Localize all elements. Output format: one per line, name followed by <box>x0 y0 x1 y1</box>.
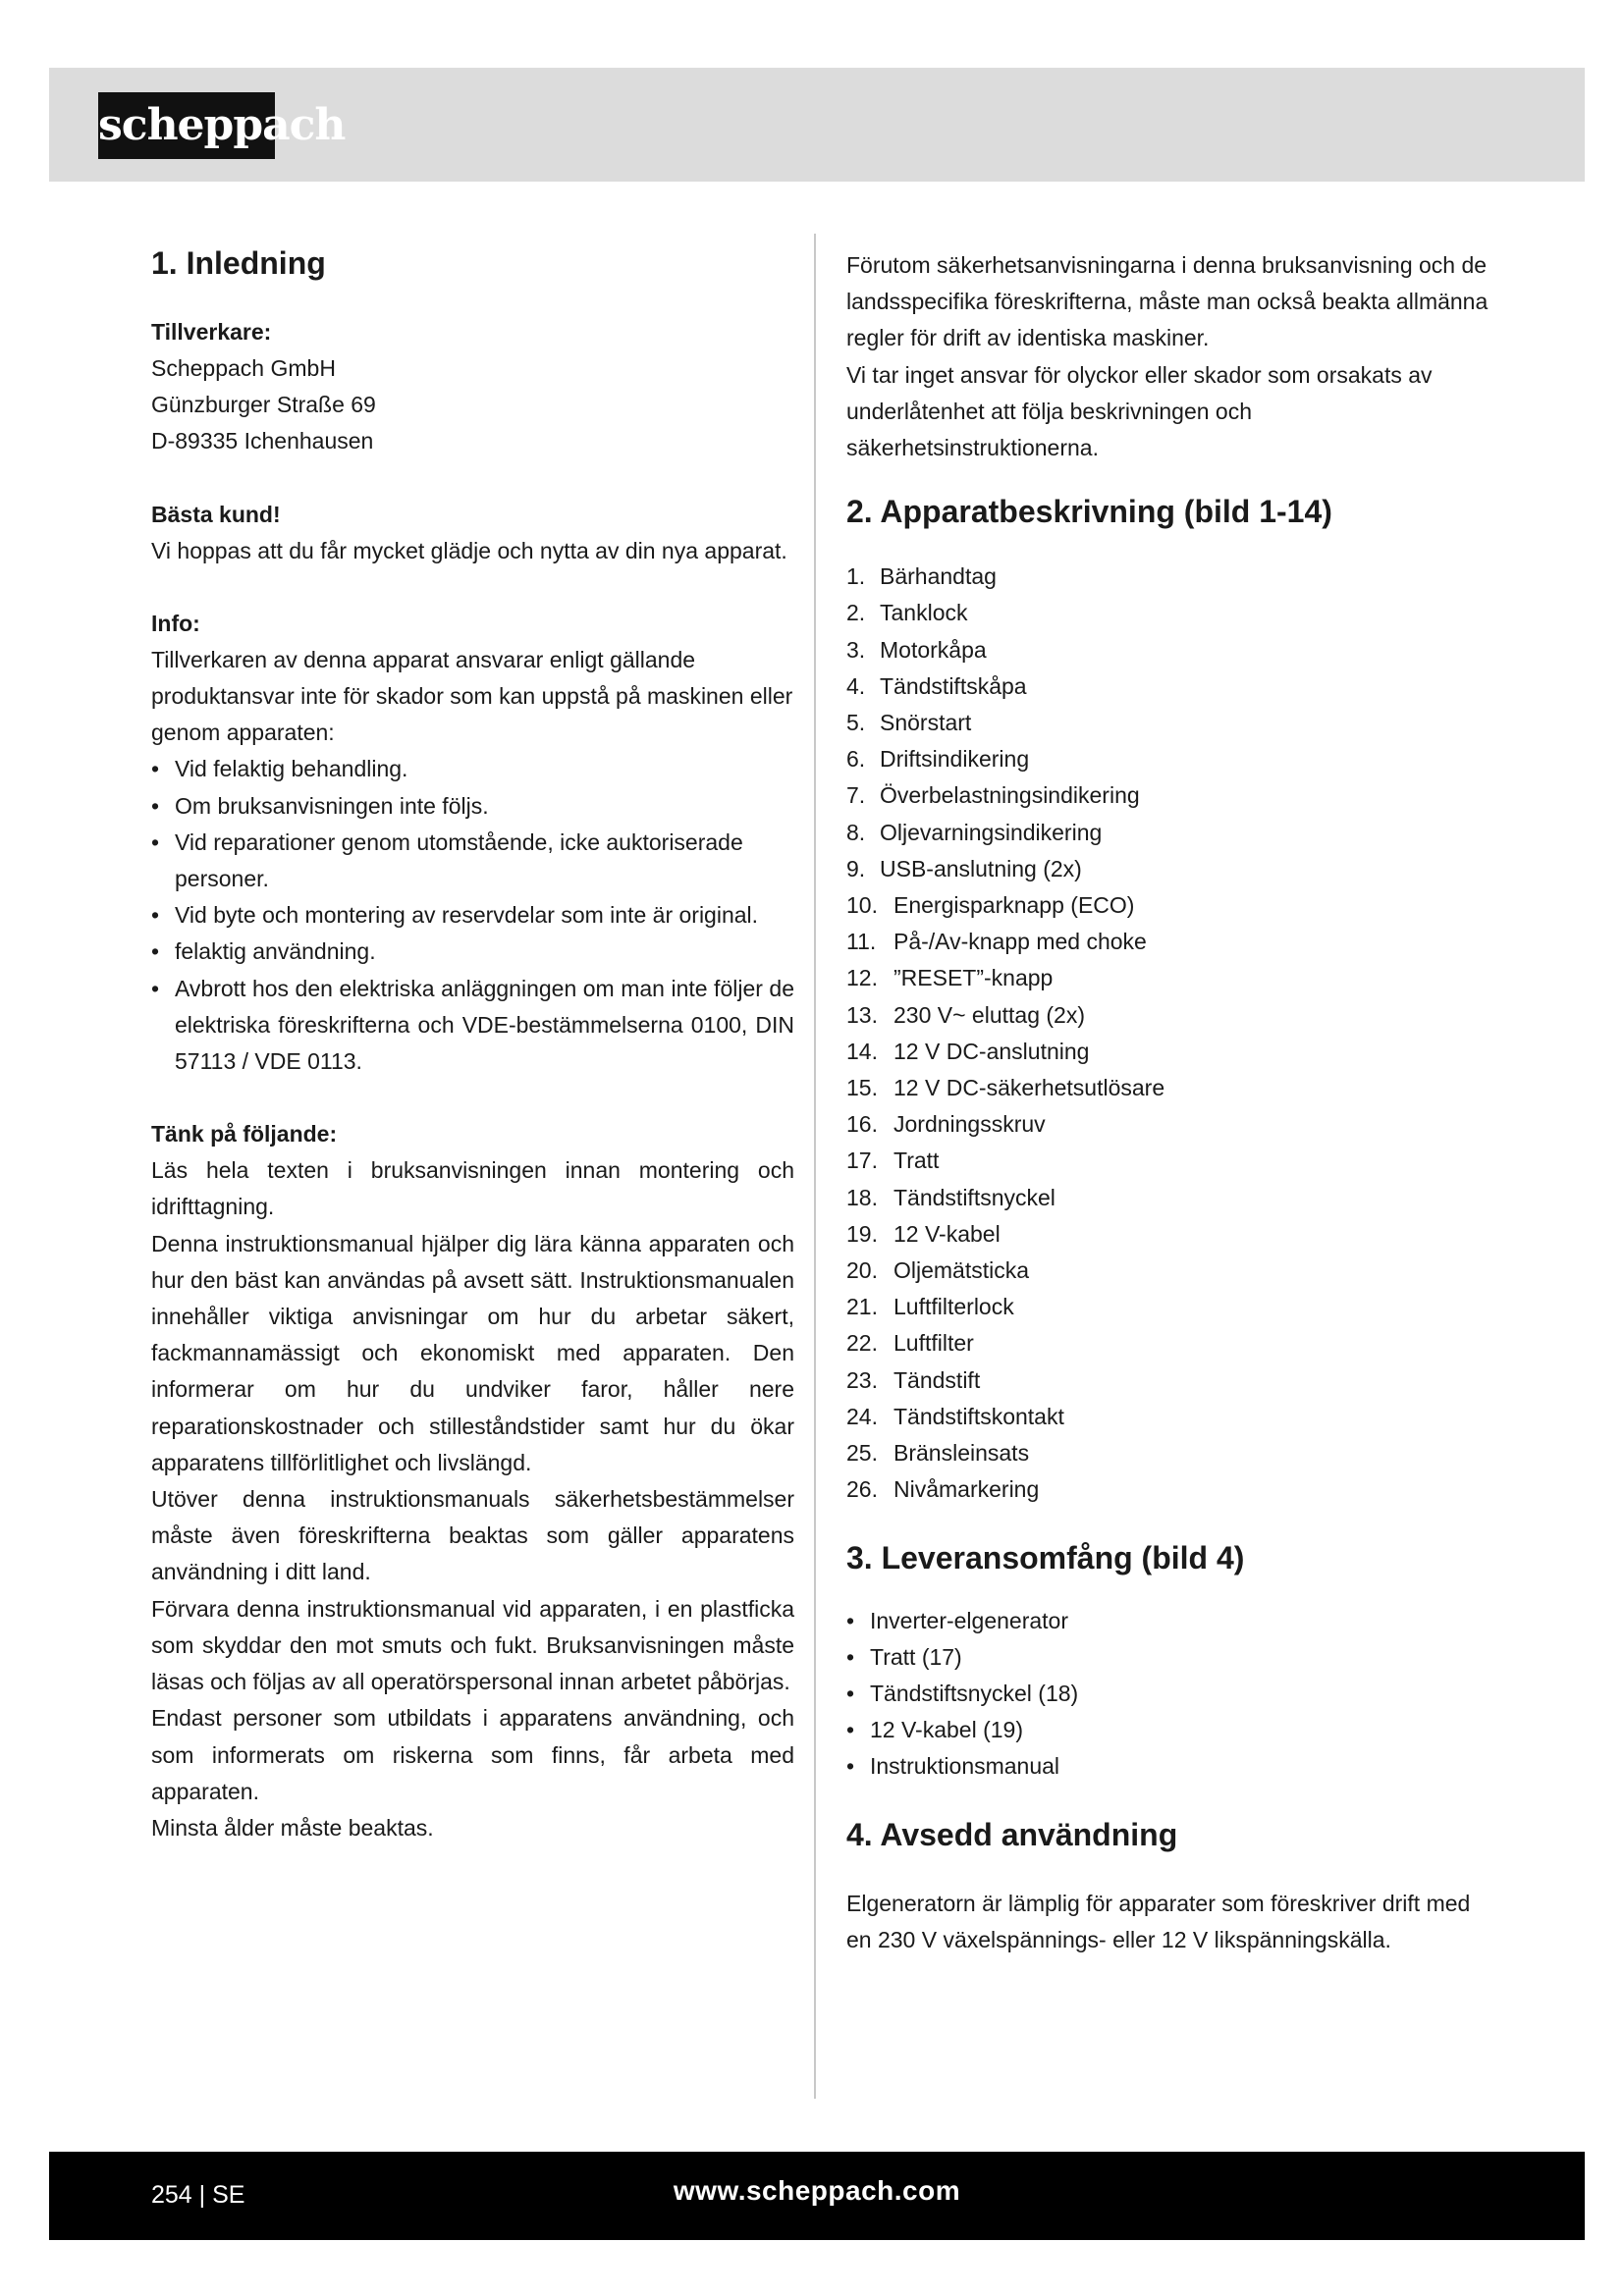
list-item: 14. 12 V DC-anslutning <box>846 1038 1090 1064</box>
info-bullet-list <box>151 751 794 1080</box>
brand-logo: scheppach <box>98 92 275 159</box>
list-item: • 12 V-kabel (19) <box>846 1712 1489 1748</box>
list-item: 18. Tändstiftsnyckel <box>846 1184 1056 1210</box>
note-paragraph: Läs hela texten i bruksanvisningen innan montering och idrifttagning. <box>151 1157 794 1220</box>
info-text: Tillverkaren av denna apparat ansvarar enligt gällande produktansvar inte för skador som kan uppstå på maskinen eller genom apparaten: <box>151 646 793 746</box>
note-paragraph: Endast personer som utbildats i apparatens användning, och som informerats om riskerna som finns, får arbeta med apparaten. <box>151 1705 794 1804</box>
list-item: 10. Energisparknapp (ECO) <box>846 892 1135 919</box>
right-column <box>846 247 1489 1958</box>
note-paragraph: Minsta ålder måste beaktas. <box>151 1814 434 1841</box>
list-item: 21. Luftfilterlock <box>846 1294 1014 1320</box>
list-item: 20. Oljemätsticka <box>846 1257 1030 1284</box>
list-item: • Vid felaktig behandling. <box>151 751 794 787</box>
website-link[interactable]: www.scheppach.com <box>673 2175 961 2206</box>
list-item: 17. Tratt <box>846 1148 940 1174</box>
section-heading-leveransomfang: 3. Leveransomfång (bild 4) <box>846 1539 1245 1575</box>
manufacturer-line: Günzburger Straße 69 <box>151 392 376 418</box>
list-item: 2. Tanklock <box>846 600 968 626</box>
list-item: 8. Oljevarningsindikering <box>846 819 1103 845</box>
list-item: 26. Nivåmarkering <box>846 1476 1040 1503</box>
list-item: 24. Tändstiftskontakt <box>846 1403 1064 1429</box>
note-paragraph: Förvara denna instruktionsmanual vid apparaten, i en plastficka som skyddar den mot smuts och fukt. Bruksanvisningen måste läsas och följas av all operatörspersonal innan arbetet påbörjas. <box>151 1595 794 1695</box>
list-item: • Avbrott hos den elektriska anläggningen om man inte följer de elektriska föreskrifterna och VDE-bestämmelserna 0100, DIN 57113 / VDE 0113. <box>151 971 794 1081</box>
note-paragraph: Utöver denna instruktionsmanuals säkerhetsbestämmelser måste även föreskrifterna beaktas som gäller apparatens användning i ditt land. <box>151 1486 794 1585</box>
dear-customer-label: Bästa kund! <box>151 501 281 527</box>
list-item: 23. Tändstift <box>846 1366 981 1393</box>
dear-customer-text: Vi hoppas att du får mycket glädje och nytta av din nya apparat. <box>151 537 787 563</box>
section-heading-avsedd-anvandning: 4. Avsedd användning <box>846 1816 1178 1852</box>
delivery-list <box>846 1603 1489 1786</box>
list-item: 3. Motorkåpa <box>846 636 987 663</box>
list-item: 11. På-/Av-knapp med choke <box>846 929 1147 955</box>
note-label: Tänk på följande: <box>151 1121 338 1148</box>
list-item: 7. Överbelastningsindikering <box>846 782 1140 809</box>
parts-list <box>846 559 1489 1508</box>
list-item: 22. Luftfilter <box>846 1330 974 1357</box>
list-item: • Tratt (17) <box>846 1639 1489 1676</box>
list-item: 19. 12 V-kabel <box>846 1220 1001 1247</box>
list-item: 12. ”RESET”-knapp <box>846 965 1054 991</box>
list-item: • Instruktionsmanual <box>846 1748 1489 1785</box>
section-heading-inledning: 1. Inledning <box>151 245 326 281</box>
intro-paragraph: Vi tar inget ansvar för olyckor eller skador som orsakats av underlåtenhet att följa beskrivningen och säkerhetsinstruktionerna. <box>846 361 1433 461</box>
list-item: • Vid reparationer genom utomstående, icke auktoriserade personer. <box>151 825 794 897</box>
left-column <box>151 241 794 1846</box>
list-item: 1. Bärhandtag <box>846 563 997 590</box>
list-item: 13. 230 V~ eluttag (2x) <box>846 1001 1085 1028</box>
footer-bar <box>49 2152 1585 2240</box>
section-heading-apparatbeskrivning: 2. Apparatbeskrivning (bild 1-14) <box>846 494 1332 530</box>
page-number: 254 | SE <box>151 2181 245 2209</box>
list-item: 15. 12 V DC-säkerhetsutlösare <box>846 1075 1165 1101</box>
manufacturer-label: Tillverkare: <box>151 319 272 345</box>
list-item: 4. Tändstiftskåpa <box>846 672 1027 699</box>
manufacturer-line: D-89335 Ichenhausen <box>151 428 374 454</box>
list-item: • Vid byte och montering av reservdelar som inte är original. <box>151 897 794 934</box>
list-item: 5. Snörstart <box>846 710 972 736</box>
column-divider <box>814 234 816 2099</box>
info-label: Info: <box>151 610 200 636</box>
intro-paragraph: Förutom säkerhetsanvisningarna i denna bruksanvisning och de landsspecifika föreskrifterna, måste man också beakta allmänna regler för drift av identiska maskiner. <box>846 252 1489 351</box>
list-item: • felaktig användning. <box>151 934 794 970</box>
manufacturer-line: Scheppach GmbH <box>151 355 336 381</box>
list-item: 25. Bränsleinsats <box>846 1440 1030 1467</box>
note-paragraph: Denna instruktionsmanual hjälper dig lära känna apparaten och hur den bäst kan användas på avsett sätt. Instruktionsmanualen innehåller viktiga anvisningar om hur du arbetar säkert, fackmannamässigt och ekonomiskt med apparaten. Den informerar om hur du undviker faror, håller nere reparationskostnader och stilleståndstider samt hur du ökar apparatens tillförlitlighet och livslängd. <box>151 1230 794 1475</box>
list-item: 9. USB-anslutning (2x) <box>846 855 1082 881</box>
usage-text: Elgeneratorn är lämplig för apparater som föreskriver drift med en 230 V växelspännings- eller 12 V likspänningskälla. <box>846 1890 1471 1952</box>
list-item: 6. Driftsindikering <box>846 746 1030 773</box>
list-item: • Inverter-elgenerator <box>846 1603 1489 1639</box>
list-item: • Om bruksanvisningen inte följs. <box>151 788 794 825</box>
list-item: • Tändstiftsnyckel (18) <box>846 1676 1489 1712</box>
list-item: 16. Jordningsskruv <box>846 1111 1046 1138</box>
